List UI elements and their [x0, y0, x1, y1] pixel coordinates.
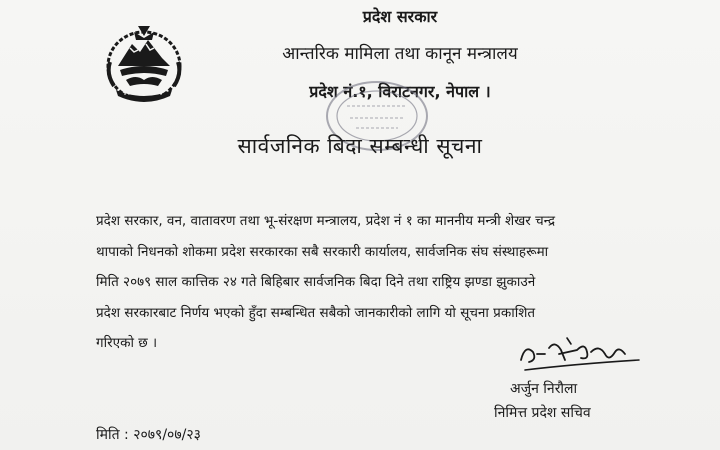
notice-body-line: मिति २०७९ साल कात्तिक २४ गते बिहिबार सार्वजनिक बिदा दिने तथा राष्ट्रिय झण्डा झुकाउने: [96, 274, 536, 290]
handwritten-signature-icon: [515, 330, 645, 378]
notice-body-line: प्रदेश सरकार, वन, वातावरण तथा भू-संरक्षण मन्त्रालय, प्रदेश नं १ का माननीय मन्त्री शेखर चन्द्र: [96, 213, 556, 229]
notice-body-line: प्रदेश सरकारबाट निर्णय भएको हुँदा सम्बन्धित सबैको जानकारीको लागि यो सूचना प्रकाशित: [96, 304, 536, 321]
notice-title: सार्वजनिक बिदा सम्बन्धी सूचना: [237, 134, 483, 158]
signatory-name: अर्जुन निरौला: [510, 381, 578, 397]
letterhead-ministry: आन्तरिक मामिला तथा कानून मन्त्रालय: [282, 44, 518, 64]
letterhead-government: प्रदेश सरकार: [362, 7, 438, 26]
notice-body-line: थापाको निधनको शोकमा प्रदेश सरकारका सबै सरकारी कार्यालय, सार्वजनिक संघ संस्थाहरूमा: [96, 243, 549, 260]
letterhead-address: प्रदेश नं.१, विराटनगर, नेपाल ।: [309, 82, 491, 101]
notice-date: मिति : २०७९/०७/२३: [96, 427, 201, 443]
notice-body-line: गरिएको छ ।: [96, 335, 158, 351]
signatory-title: निमित्त प्रदेश सचिव: [494, 405, 591, 421]
